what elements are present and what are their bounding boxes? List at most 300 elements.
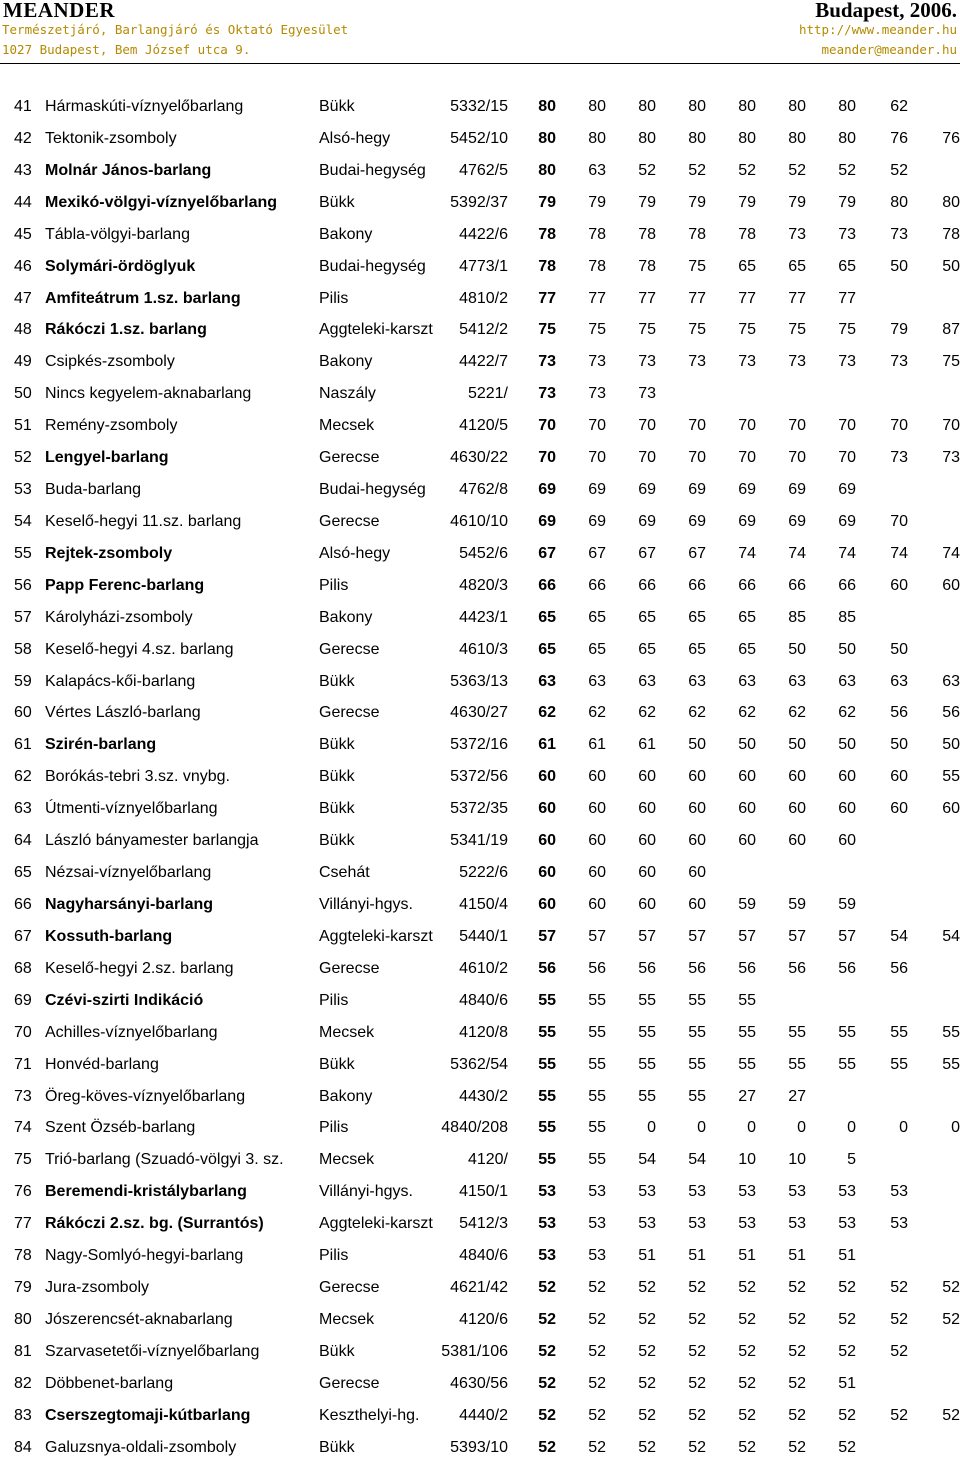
depth-value: 54 [942,927,960,945]
depth-value: 0 [797,1119,806,1137]
row-number: 83 [14,1406,32,1424]
cadastre-id: 4422/7 [459,353,508,371]
depth-value: 52 [942,1279,960,1297]
depth-value: 50 [890,640,908,658]
cave-name: Keselő-hegyi 2.sz. barlang [45,959,234,977]
cadastre-id: 4423/1 [459,608,508,626]
depth-value: 63 [688,672,706,690]
cave-name: Jura-zsomboly [45,1279,150,1297]
depth-value: 52 [638,1310,656,1328]
depth-value: 52 [890,161,908,179]
cave-name: Károlyházi-zsomboly [45,608,193,626]
depth-value: 52 [838,161,856,179]
depth-value: 77 [738,289,756,307]
depth-value: 66 [788,576,806,594]
depth-value: 57 [588,927,606,945]
depth-value: 52 [890,1406,908,1424]
row-number: 61 [14,736,32,754]
depth-value: 70 [588,417,606,435]
depth-value: 57 [738,927,756,945]
depth-value: 52 [538,1279,556,1297]
depth-value: 69 [638,512,656,530]
region: Bakony [319,1087,373,1105]
depth-value: 69 [538,481,556,499]
depth-value: 60 [788,768,806,786]
row-number: 47 [14,289,32,307]
region: Bükk [319,193,355,211]
depth-value: 55 [688,1087,706,1105]
depth-value: 53 [788,1215,806,1233]
row-number: 62 [14,768,32,786]
depth-value: 56 [638,959,656,977]
table-row [0,219,960,251]
cadastre-id: 5372/35 [450,800,508,818]
depth-value: 52 [688,1310,706,1328]
row-number: 82 [14,1374,32,1392]
table-row [0,570,960,602]
row-number: 57 [14,608,32,626]
depth-value: 66 [738,576,756,594]
depth-value: 73 [838,225,856,243]
depth-value: 55 [942,768,960,786]
depth-value: 55 [638,1023,656,1041]
depth-value: 55 [538,1087,556,1105]
cave-name: Nézsai-víznyelőbarlang [45,864,212,882]
cave-name: Nagy-Somlyó-hegyi-barlang [45,1247,244,1265]
region: Mecsek [319,417,375,435]
depth-value: 79 [738,193,756,211]
city-year: Budapest, 2006. [815,0,957,22]
cadastre-id: 5332/15 [450,98,508,115]
depth-value: 73 [890,449,908,467]
depth-value: 52 [538,1406,556,1424]
cadastre-id: 4430/2 [459,1087,508,1105]
depth-value: 73 [688,353,706,371]
region: Bakony [319,608,373,626]
depth-value: 56 [838,959,856,977]
depth-value: 55 [788,1055,806,1073]
depth-value: 60 [788,832,806,850]
depth-value: 53 [890,1183,908,1201]
depth-value: 66 [638,576,656,594]
region: Villányi-hgys. [319,1183,413,1201]
depth-value: 60 [588,768,606,786]
depth-value: 52 [638,161,656,179]
cadastre-id: 4120/8 [459,1023,508,1041]
depth-value: 55 [838,1055,856,1073]
depth-value: 73 [738,353,756,371]
cadastre-id: 4630/56 [450,1374,508,1392]
depth-value: 65 [538,608,556,626]
depth-value: 62 [588,704,606,722]
depth-value: 70 [788,417,806,435]
depth-value: 79 [688,193,706,211]
region: Budai-hegység [319,481,426,499]
table-row [0,729,960,761]
depth-value: 67 [538,544,556,562]
depth-value: 69 [538,512,556,530]
depth-value: 69 [688,512,706,530]
depth-value: 52 [738,1438,756,1456]
depth-value: 60 [638,896,656,913]
depth-value: 63 [788,672,806,690]
depth-value: 61 [538,736,556,754]
depth-value: 27 [738,1087,756,1105]
cadastre-id: 5393/10 [450,1438,508,1456]
table-row [0,697,960,729]
depth-value: 53 [588,1183,606,1201]
depth-value: 76 [942,129,960,147]
table-row [0,761,960,793]
row-number: 69 [14,991,32,1009]
depth-value: 70 [538,417,556,435]
cadastre-id: 4610/2 [459,959,508,977]
table-row [0,155,960,187]
depth-value: 65 [588,608,606,626]
depth-value: 52 [638,1374,656,1392]
row-number: 65 [14,864,32,882]
depth-value: 53 [638,1183,656,1201]
depth-value: 73 [538,353,556,371]
depth-value: 59 [838,896,856,913]
depth-value: 52 [788,1342,806,1360]
depth-value: 55 [538,1023,556,1041]
depth-value: 60 [942,576,960,594]
region: Gerecse [319,959,380,977]
region: Pilis [319,1247,349,1265]
depth-value: 69 [588,481,606,499]
row-number: 53 [14,481,32,499]
depth-value: 75 [538,321,556,339]
depth-value: 63 [538,672,556,690]
depth-value: 70 [588,449,606,467]
depth-value: 60 [638,768,656,786]
depth-value: 65 [788,257,806,275]
depth-value: 75 [638,321,656,339]
depth-value: 52 [788,1279,806,1297]
depth-value: 63 [890,672,908,690]
depth-value: 60 [738,800,756,818]
depth-value: 55 [942,1055,960,1073]
depth-value: 69 [688,481,706,499]
depth-value: 10 [738,1151,756,1169]
row-number: 71 [14,1055,32,1073]
depth-value: 51 [838,1247,856,1265]
cadastre-id: 4150/4 [459,896,508,913]
cave-name: Honvéd-barlang [45,1055,159,1073]
depth-value: 69 [738,481,756,499]
depth-value: 56 [588,959,606,977]
table-row [0,857,960,889]
row-number: 75 [14,1151,32,1169]
depth-value: 50 [788,640,806,658]
depth-value: 60 [688,896,706,913]
cave-name: Beremendi-kristálybarlang [45,1183,247,1201]
depth-value: 60 [538,896,556,913]
depth-value: 60 [638,800,656,818]
depth-value: 5 [847,1151,856,1169]
depth-value: 52 [838,1342,856,1360]
table-row [0,1368,960,1400]
table-row [0,283,960,315]
letterhead [0,0,960,66]
region: Alsó-hegy [319,129,391,147]
depth-value: 67 [688,544,706,562]
depth-value: 65 [738,257,756,275]
depth-value: 80 [738,98,756,115]
table-row [0,953,960,985]
cadastre-id: 4120/5 [459,417,508,435]
depth-value: 55 [838,1023,856,1041]
depth-value: 55 [588,991,606,1009]
cadastre-id: 4630/22 [450,449,508,467]
depth-value: 52 [638,1342,656,1360]
depth-value: 70 [942,417,960,435]
depth-value: 55 [942,1023,960,1041]
cave-name: Döbbenet-barlang [45,1374,174,1392]
region: Bükk [319,1055,355,1073]
depth-value: 75 [788,321,806,339]
depth-value: 77 [538,289,556,307]
depth-value: 73 [638,385,656,403]
depth-value: 52 [688,161,706,179]
depth-value: 52 [788,1406,806,1424]
region: Gerecse [319,704,380,722]
depth-value: 52 [688,1342,706,1360]
cadastre-id: 4120/ [467,1151,508,1169]
region: Mecsek [319,1023,375,1041]
email-link[interactable]: meander@meander.hu [821,42,957,57]
cave-name: Trió-barlang (Szuadó-völgyi 3. sz. [45,1151,284,1169]
depth-value: 52 [942,1310,960,1328]
table-row [0,666,960,698]
depth-value: 77 [588,289,606,307]
depth-value: 57 [538,927,556,945]
cave-name: Szarvasetetői-víznyelőbarlang [45,1342,260,1360]
depth-value: 10 [788,1151,806,1169]
depth-value: 62 [688,704,706,722]
depth-value: 60 [688,864,706,882]
depth-value: 70 [738,417,756,435]
depth-value: 53 [738,1215,756,1233]
depth-value: 61 [588,736,606,754]
depth-value: 67 [638,544,656,562]
cave-name: Buda-barlang [45,481,142,499]
cave-name: Rákóczi 2.sz. bg. (Surrantós) [45,1215,264,1233]
depth-value: 55 [688,1055,706,1073]
row-number: 60 [14,704,32,722]
depth-value: 79 [638,193,656,211]
depth-value: 50 [838,640,856,658]
depth-value: 54 [688,1151,706,1169]
cadastre-id: 4810/2 [459,289,508,307]
row-number: 81 [14,1342,32,1360]
cadastre-id: 5222/6 [459,864,508,882]
depth-value: 74 [838,544,856,562]
depth-value: 60 [688,768,706,786]
table-row [0,921,960,953]
region: Bakony [319,225,373,243]
depth-value: 61 [638,736,656,754]
depth-value: 59 [738,896,756,913]
depth-value: 57 [638,927,656,945]
cadastre-id: 4840/208 [441,1119,508,1137]
depth-value: 55 [588,1087,606,1105]
depth-value: 0 [847,1119,856,1137]
depth-value: 63 [838,672,856,690]
depth-value: 70 [838,449,856,467]
depth-value: 56 [788,959,806,977]
cadastre-id: 5372/16 [450,736,508,754]
region: Budai-hegység [319,257,426,275]
depth-value: 65 [738,608,756,626]
cave-name: Szirén-barlang [45,736,157,754]
cave-name: Remény-zsomboly [45,417,178,435]
depth-value: 55 [688,1023,706,1041]
depth-value: 78 [638,225,656,243]
row-number: 45 [14,225,32,243]
depth-value: 27 [788,1087,806,1105]
region: Bükk [319,736,355,754]
depth-value: 65 [688,608,706,626]
depth-value: 70 [688,449,706,467]
depth-value: 75 [588,321,606,339]
depth-value: 52 [838,1438,856,1456]
region: Naszály [319,385,376,403]
website-link[interactable]: http://www.meander.hu [798,22,957,37]
depth-value: 52 [588,1438,606,1456]
depth-value: 80 [538,161,556,179]
depth-value: 53 [738,1183,756,1201]
cave-name: Rejtek-zsomboly [45,544,173,562]
row-number: 43 [14,161,32,179]
depth-value: 60 [688,832,706,850]
depth-value: 77 [788,289,806,307]
row-number: 49 [14,353,32,371]
depth-value: 79 [890,321,908,339]
cadastre-id: 4820/3 [459,576,508,594]
depth-value: 70 [890,417,908,435]
cave-name: László bányamester barlangja [45,832,259,850]
region: Bükk [319,832,355,850]
region: Gerecse [319,1374,380,1392]
cadastre-id: 4440/2 [459,1406,508,1424]
depth-value: 79 [538,193,556,211]
row-number: 48 [14,321,32,339]
row-number: 50 [14,385,32,403]
depth-value: 74 [788,544,806,562]
row-number: 52 [14,449,32,467]
cadastre-id: 5372/56 [450,768,508,786]
depth-value: 78 [538,257,556,275]
depth-value: 50 [942,736,960,754]
depth-value: 53 [838,1183,856,1201]
depth-value: 52 [638,1279,656,1297]
depth-value: 60 [890,768,908,786]
depth-value: 76 [890,129,908,147]
table-row [0,1272,960,1304]
depth-value: 69 [788,481,806,499]
row-number: 68 [14,959,32,977]
depth-value: 80 [638,129,656,147]
depth-value: 80 [688,129,706,147]
depth-value: 73 [538,385,556,403]
row-number: 79 [14,1279,32,1297]
depth-value: 55 [688,991,706,1009]
cave-name: Csipkés-zsomboly [45,353,175,371]
depth-value: 65 [638,640,656,658]
cadastre-id: 5440/1 [459,927,508,945]
depth-value: 60 [638,864,656,882]
depth-value: 60 [538,832,556,850]
cadastre-id: 5412/3 [459,1215,508,1233]
region: Bükk [319,672,355,690]
depth-value: 73 [890,225,908,243]
table-row [0,91,960,123]
depth-value: 63 [942,672,960,690]
depth-value: 51 [738,1247,756,1265]
cadastre-id: 4762/8 [459,481,508,499]
depth-value: 69 [738,512,756,530]
depth-value: 60 [890,576,908,594]
depth-value: 60 [588,864,606,882]
cave-name: Molnár János-barlang [45,161,212,179]
region: Keszthelyi-hg. [319,1406,420,1424]
depth-value: 73 [788,225,806,243]
depth-value: 52 [688,1406,706,1424]
table-row [0,1144,960,1176]
depth-value: 50 [838,736,856,754]
depth-value: 60 [538,800,556,818]
cadastre-id: 4840/6 [459,991,508,1009]
table-row [0,889,960,921]
row-number: 84 [14,1438,32,1456]
depth-value: 52 [788,161,806,179]
depth-value: 52 [890,1342,908,1360]
depth-value: 75 [942,353,960,371]
depth-value: 63 [638,672,656,690]
depth-value: 55 [588,1151,606,1169]
depth-value: 75 [738,321,756,339]
row-number: 55 [14,544,32,562]
depth-value: 50 [890,257,908,275]
depth-value: 60 [890,800,908,818]
row-number: 54 [14,512,32,530]
depth-value: 55 [738,991,756,1009]
depth-value: 53 [588,1247,606,1265]
cave-name: Nincs kegyelem-aknabarlang [45,385,252,403]
row-number: 56 [14,576,32,594]
depth-value: 52 [588,1279,606,1297]
row-number: 51 [14,417,32,435]
table-row [0,1432,960,1464]
header-divider [0,63,960,64]
region: Pilis [319,289,349,307]
cadastre-id: 5221/ [467,385,508,403]
depth-value: 56 [942,704,960,722]
depth-value: 52 [588,1374,606,1392]
depth-value: 80 [788,98,806,115]
depth-value: 55 [538,1151,556,1169]
region: Villányi-hgys. [319,896,413,913]
cave-name: Kalapács-kői-barlang [45,672,196,690]
table-row [0,825,960,857]
region: Bükk [319,1438,355,1456]
region: Mecsek [319,1151,375,1169]
depth-value: 55 [638,991,656,1009]
depth-value: 70 [638,417,656,435]
cadastre-id: 4610/3 [459,640,508,658]
